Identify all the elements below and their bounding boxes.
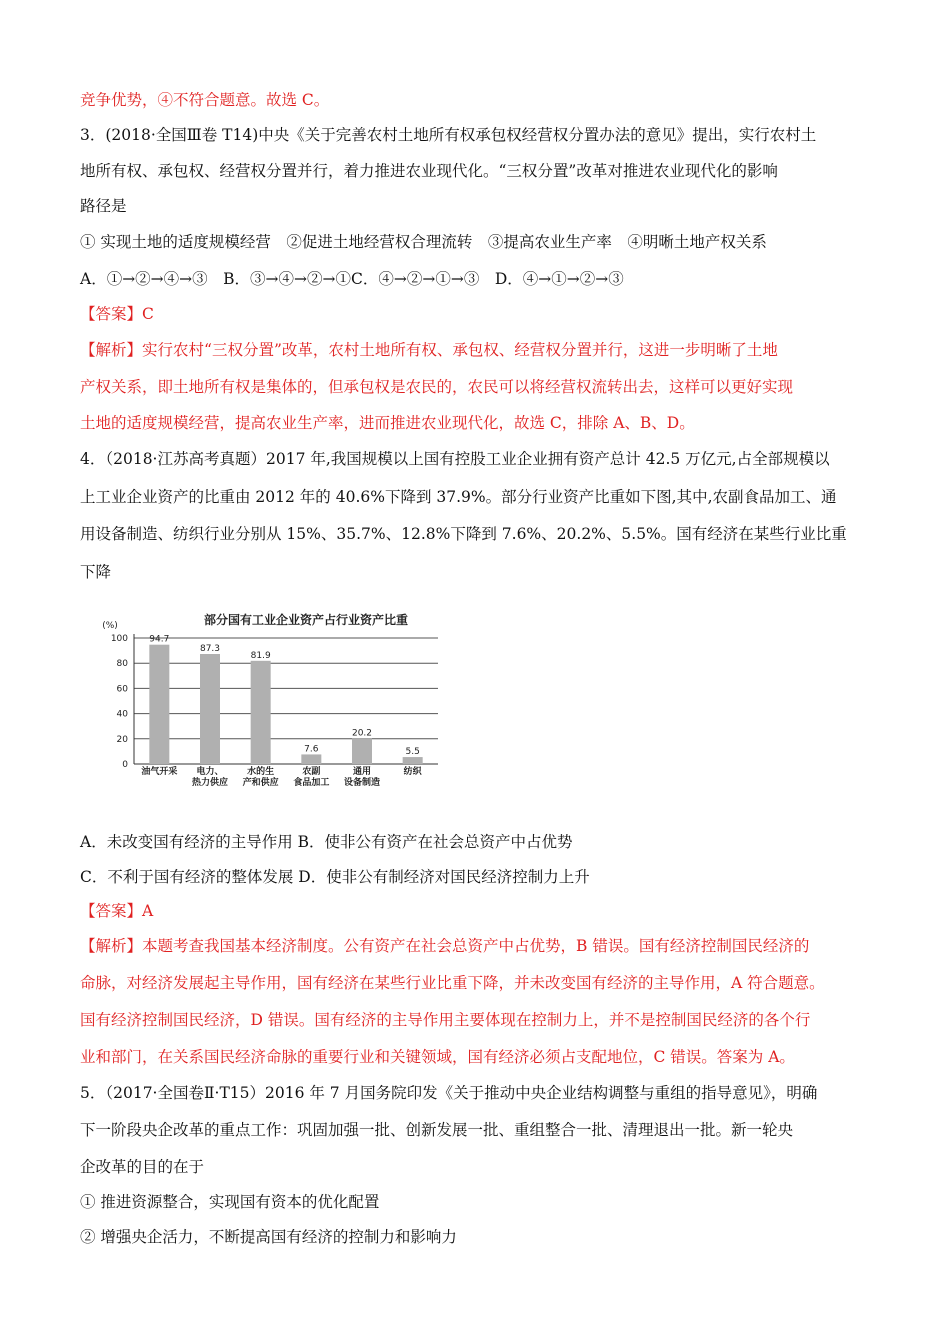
asset-share-bar-chart [88, 604, 448, 804]
bar-value-label: 94.7 [149, 634, 170, 645]
q5-stem-line1: 5．（2017·全国卷Ⅱ·T15）2016 年 7 月国务院印发《关于推动中央企业结构调整与重组的指导意见》，明确 [80, 1084, 818, 1102]
bar-2 [251, 661, 271, 764]
q4-options-ab: A．未改变国有经济的主导作用 B．使非公有资产在社会总资产中占优势 [80, 833, 573, 851]
q3-options: A．①→②→④→③ B．③→④→②→①C．④→②→①→③ D．④→①→②→③ [80, 270, 624, 288]
chart-title: 部分国有工业企业资产占行业资产比重 [203, 613, 409, 627]
q3-stem-line1: 3．(2018·全国Ⅲ卷 T14)中央《关于完善农村土地所有权承包权经营权分置办法的意见》提出，实行农村土 [80, 126, 817, 144]
q4-stem-line4: 下降 [80, 563, 112, 581]
x-tick-label: 电力、 [196, 767, 224, 777]
bar-value-label: 87.3 [199, 644, 221, 655]
answer-tag: 【答案】 [80, 305, 143, 323]
q3-analysis-line2: 产权关系，即土地所有权是集体的，但承包权是农民的，农民可以将经营权流转出去，这样可以更好实现 [80, 378, 794, 396]
x-tick-label: 热力供应 [191, 778, 229, 788]
q5-item2: ② 增强央企活力，不断提高国有经济的控制力和影响力 [80, 1228, 457, 1246]
q3-analysis-text1: 实行农村“三权分置”改革，农村土地所有权、承包权、经营权分置并行，这进一步明晰了土地 [142, 341, 778, 359]
q5-item1: ① 推进资源整合，实现国有资本的优化配置 [80, 1193, 380, 1211]
x-tick-label: 食品加工 [293, 778, 330, 788]
y-tick-label: 40 [116, 709, 128, 720]
q4-analysis-text1: 本题考查我国基本经济制度。公有资产在社会总资产中占优势，B 错误。国有经济控制国民经济的 [142, 937, 810, 955]
bar-5 [403, 757, 423, 764]
x-tick-label: 设备制造 [343, 778, 381, 788]
bar-0 [149, 645, 169, 764]
y-axis-label: (%) [102, 621, 118, 631]
answer-value: A [142, 902, 154, 920]
q3-items: ① 实现土地的适度规模经营 ②促进土地经营权合理流转 ③提高农业生产率 ④明晰土地产权关系 [80, 233, 767, 251]
q4-analysis-line4: 业和部门，在关系国民经济命脉的重要行业和关键领域，国有经济必须占支配地位，C 错误。答案为 A。 [80, 1048, 795, 1066]
bar-3 [301, 754, 321, 764]
q3-analysis-line3: 土地的适度规模经营，提高农业生产率，进而推进农业现代化，故选 C，排除 A、B、D。 [80, 414, 695, 432]
x-tick-label: 产和供应 [242, 778, 279, 788]
x-tick-label: 通用 [352, 767, 372, 777]
q4-answer [80, 901, 153, 921]
analysis-tag: 【解析】 [80, 937, 143, 955]
x-tick-label: 油气开采 [141, 767, 178, 777]
y-tick-label: 100 [110, 634, 128, 644]
q5-stem-line3: 企改革的目的在于 [80, 1158, 205, 1176]
analysis-tag: 【解析】 [80, 341, 143, 359]
q4-analysis-line3: 国有经济控制国民经济，D 错误。国有经济的主导作用主要体现在控制力上，并不是控制国民经济的各个行 [80, 1011, 811, 1029]
bar-value-label: 5.5 [405, 747, 420, 758]
y-tick-label: 0 [122, 760, 128, 770]
q3-stem-line2: 地所有权、承包权、经营权分置并行，着力推进农业现代化。“三权分置”改革对推进农业现代化的影响 [80, 162, 778, 180]
q4-analysis-line1 [80, 936, 809, 956]
bar-value-label: 7.6 [304, 744, 319, 755]
answer-value: C [142, 305, 154, 323]
q3-stem-line3: 路径是 [80, 197, 127, 215]
q4-stem-line1: 4．（2018·江苏高考真题）2017 年,我国规模以上国有控股工业企业拥有资产总计 42.5 万亿元,占全部规模以 [80, 450, 830, 468]
bar-value-label: 20.2 [351, 728, 373, 739]
bar-1 [200, 654, 220, 764]
x-tick-label: 水的生 [247, 767, 275, 777]
x-tick-label: 农副 [302, 767, 321, 777]
q4-analysis-line2: 命脉，对经济发展起主导作用，国有经济在某些行业比重下降，并未改变国有经济的主导作用，A 符合题意。 [80, 974, 825, 992]
y-tick-label: 80 [116, 659, 128, 670]
q4-stem-line2: 上工业企业资产的比重由 2012 年的 40.6%下降到 37.9%。部分行业资产比重如下图,其中,农副食品加工、通 [80, 488, 837, 506]
bar-value-label: 81.9 [250, 650, 271, 661]
bar-4 [352, 739, 372, 764]
q2-conclusion: 竞争优势，④不符合题意。故选 C。 [80, 91, 330, 109]
x-tick-label: 纺织 [403, 767, 422, 777]
q3-analysis-line1 [80, 340, 778, 360]
y-tick-label: 20 [116, 734, 128, 745]
answer-tag: 【答案】 [80, 902, 143, 920]
q3-answer [80, 304, 154, 324]
q4-options-cd: C．不利于国有经济的整体发展 D．使非公有制经济对国民经济控制力上升 [80, 868, 590, 886]
y-tick-label: 60 [116, 684, 128, 695]
q4-stem-line3: 用设备制造、纺织行业分别从 15%、35.7%、12.8%下降到 7.6%、20.2%、5.5%。国有经济在某些行业比重 [80, 525, 847, 543]
q5-stem-line2: 下一阶段央企改革的重点工作：巩固加强一批、创新发展一批、重组整合一批、清理退出一批。新一轮央 [80, 1121, 794, 1139]
